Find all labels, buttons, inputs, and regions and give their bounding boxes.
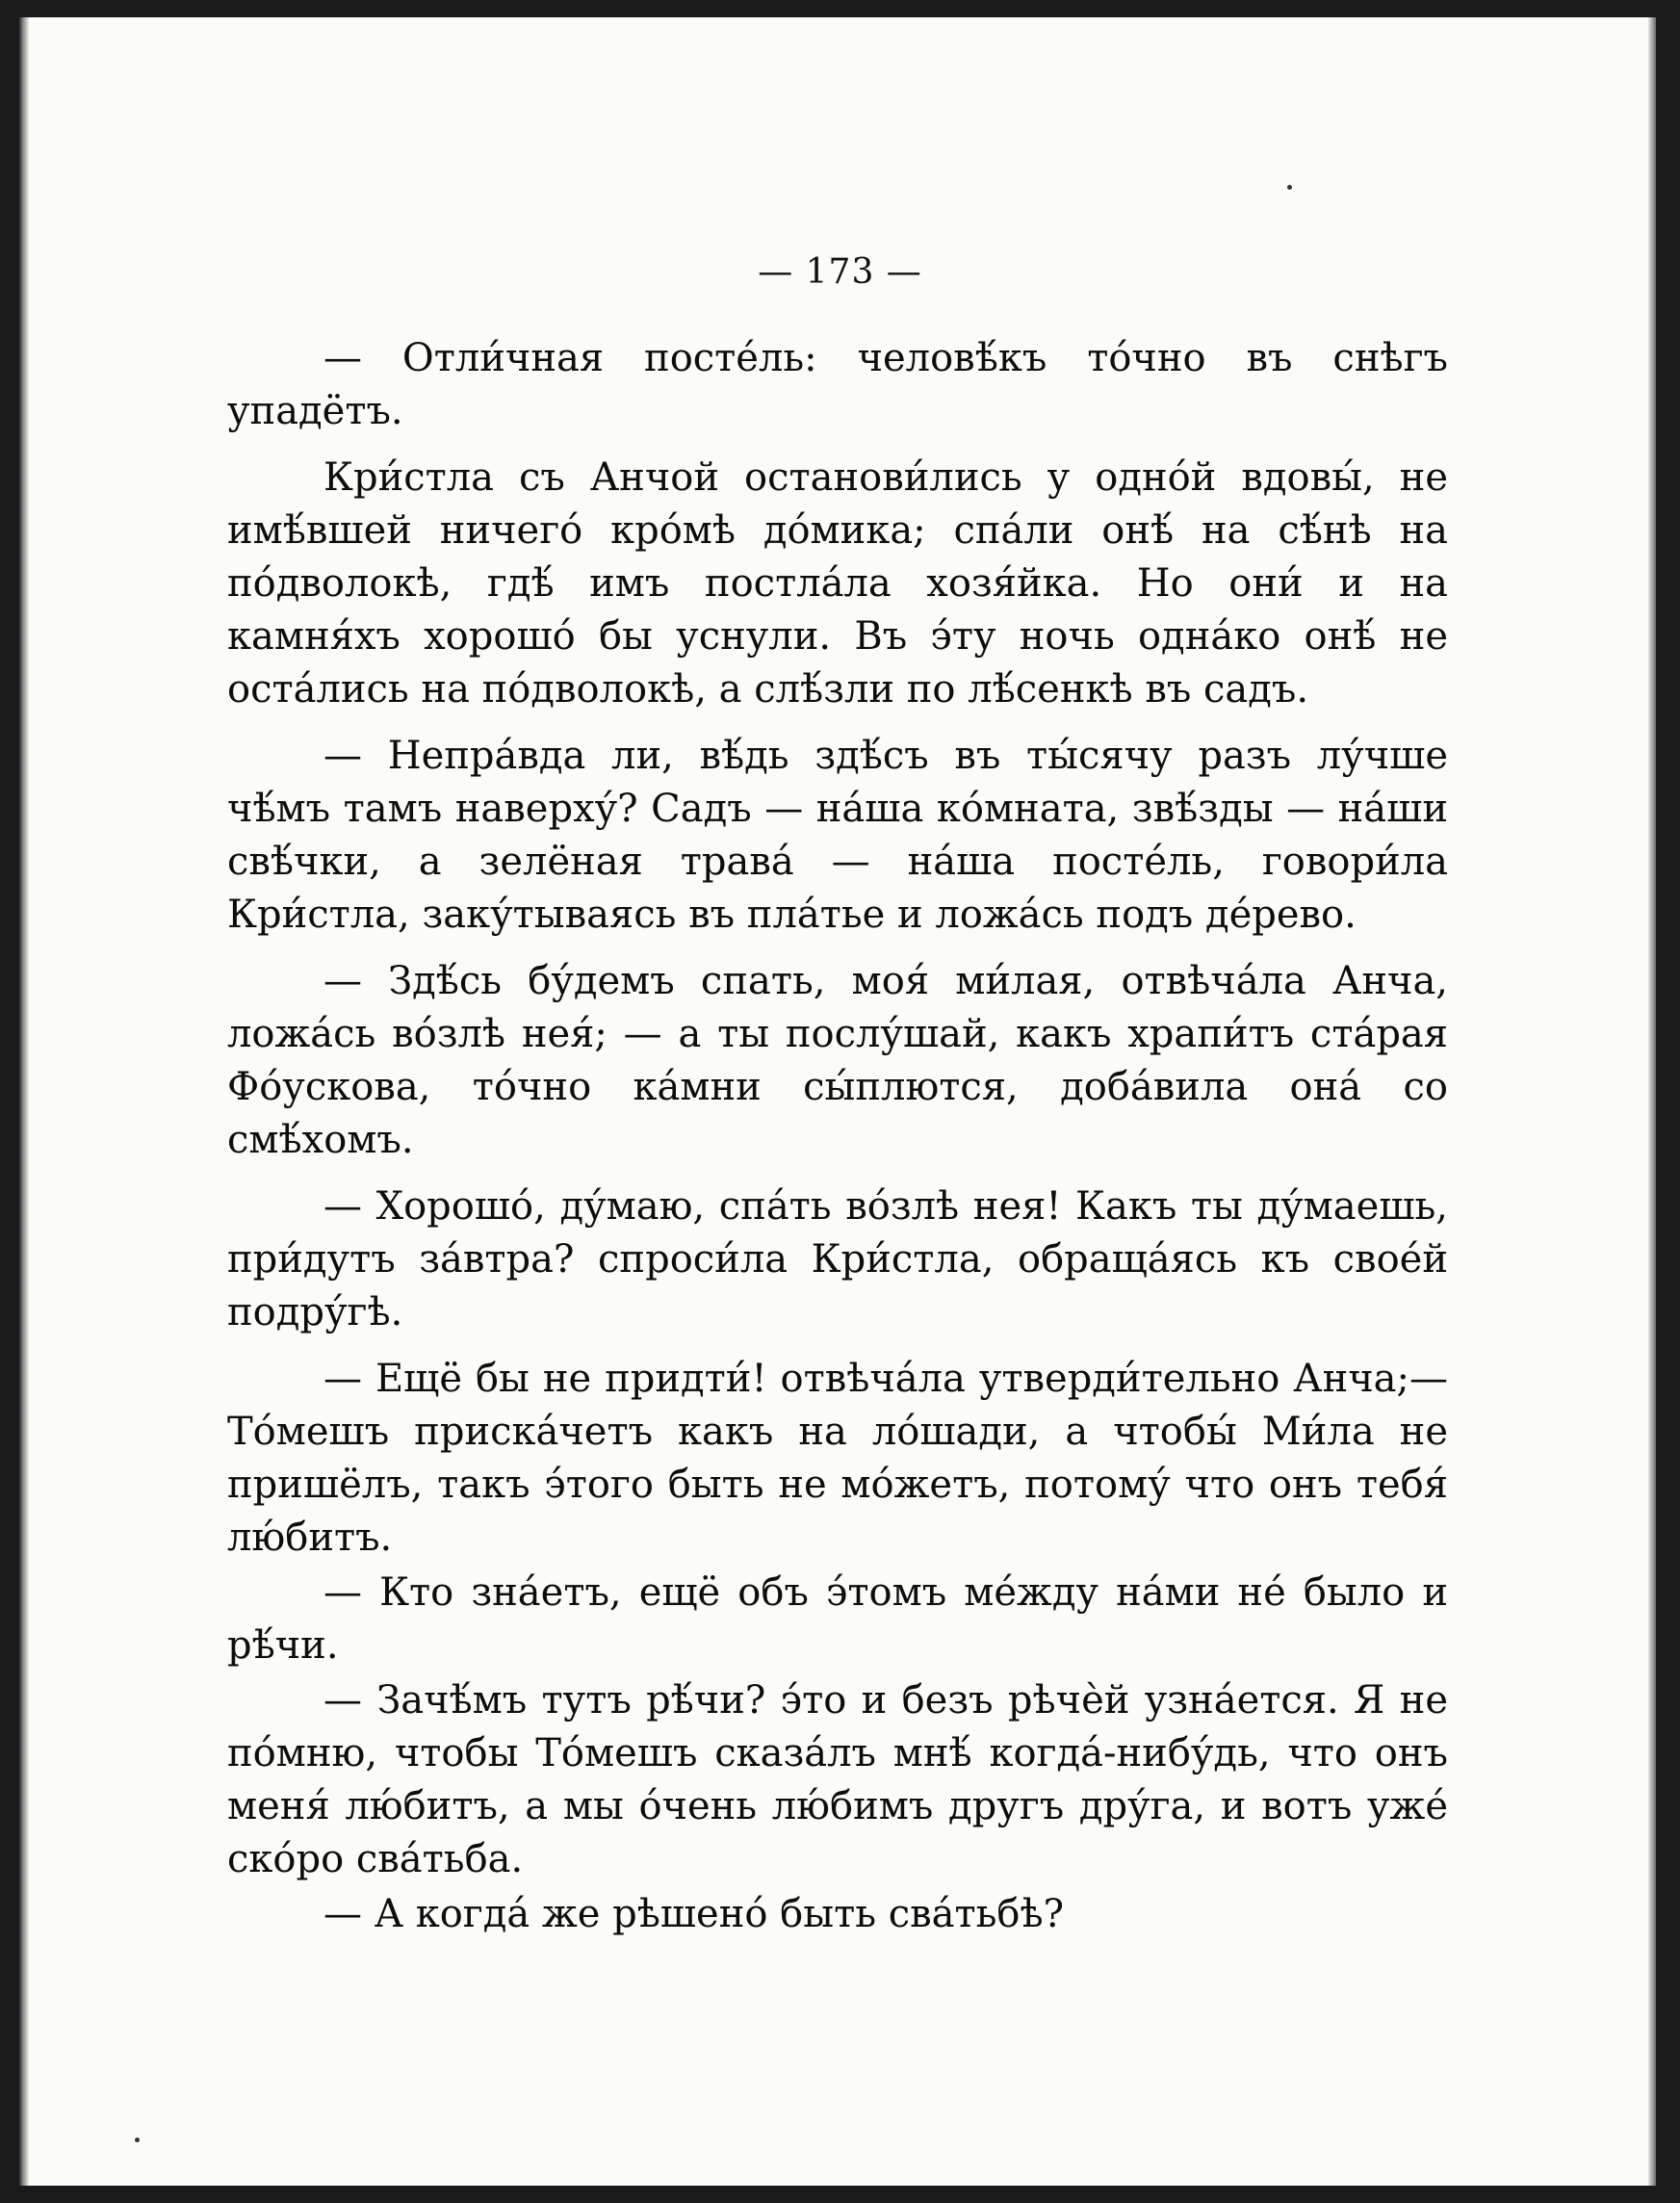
page-right-edge bbox=[1648, 17, 1656, 2186]
paragraph: — Отли́чная посте́ль: человѣ́къ то́чно въ снѣгъ упадётъ. bbox=[227, 336, 1448, 433]
paragraph: — Хорошо́, ду́маю, спа́ть во́злѣ нея! Какъ ты ду́маешь, при́дутъ за́втра? спроси́ла Кри́стла, обраща́ясь къ свое́й подру́гѣ. bbox=[227, 1184, 1448, 1335]
paragraph: — Непра́вда ли, вѣ́дь здѣ́съ въ ты́сячу разъ лу́чше чѣ́мъ тамъ наверху́? Садъ — на́ша ко́мната, звѣ́зды — на́ши свѣ́чки, а зелёная трава́ — на́ша посте́ль, говори́ла Кри́стла, заку́тываясь въ пла́тье и ложа́сь подъ де́рево. bbox=[227, 734, 1448, 937]
paragraph: — А когда́ же рѣшено́ быть сва́тьбѣ? bbox=[323, 1892, 1065, 1936]
paragraph: — Ещё бы не придти́! отвѣча́ла утверди́тельно Анча;— То́мешъ приска́четъ какъ на ло́шади, а чтобы́ Ми́ла не пришёлъ, такъ э́того быть не мо́жетъ, потому́ что онъ тебя́ лю́битъ. bbox=[227, 1357, 1448, 1560]
paragraph: — Здѣ́сь бу́демъ спать, моя́ ми́лая, отвѣча́ла Анча, ложа́сь во́злѣ нея́; — а ты послу́шай, какъ храпи́тъ ста́рая Фо́ускова, то́чно ка́мни сы́плются, доба́вила она́ со смѣ́хомъ. bbox=[227, 959, 1448, 1162]
scan-speck bbox=[1287, 185, 1292, 190]
page-number: — 173 — bbox=[758, 252, 922, 292]
page-binding-edge bbox=[19, 17, 29, 2186]
paragraph: — Зачѣ́мъ тутъ рѣ́чи? э́то и безъ рѣчѐй узна́ется. Я не по́мню, чтобы То́мешъ сказа́лъ мнѣ́ когда́-нибу́дь, что онъ меня́ лю́битъ, а мы о́чень лю́бимъ другъ дру́га, и вотъ уже́ ско́ро сва́тьба. bbox=[227, 1678, 1448, 1881]
scan-speck bbox=[135, 2138, 140, 2142]
paragraph: — Кто зна́етъ, ещё объ э́томъ ме́жду на́ми не́ было и рѣ́чи. bbox=[227, 1570, 1448, 1668]
paragraph: Кри́стла съ Анчой останови́лись у одно́й вдовы́, не имѣ́вшей ничего́ кро́мѣ до́мика; спа́ли онѣ́ на сѣ́нѣ на по́дволокѣ, гдѣ́ имъ постла́ла хозя́йка. Но они́ и на камня́хъ хорошо́ бы уснули. Въ э́ту ночь одна́ко онѣ́ не оста́лись на по́дволокѣ, а слѣ́зли по лѣ́сенкѣ въ садъ. bbox=[227, 455, 1448, 712]
body-text bbox=[227, 332, 1448, 1943]
